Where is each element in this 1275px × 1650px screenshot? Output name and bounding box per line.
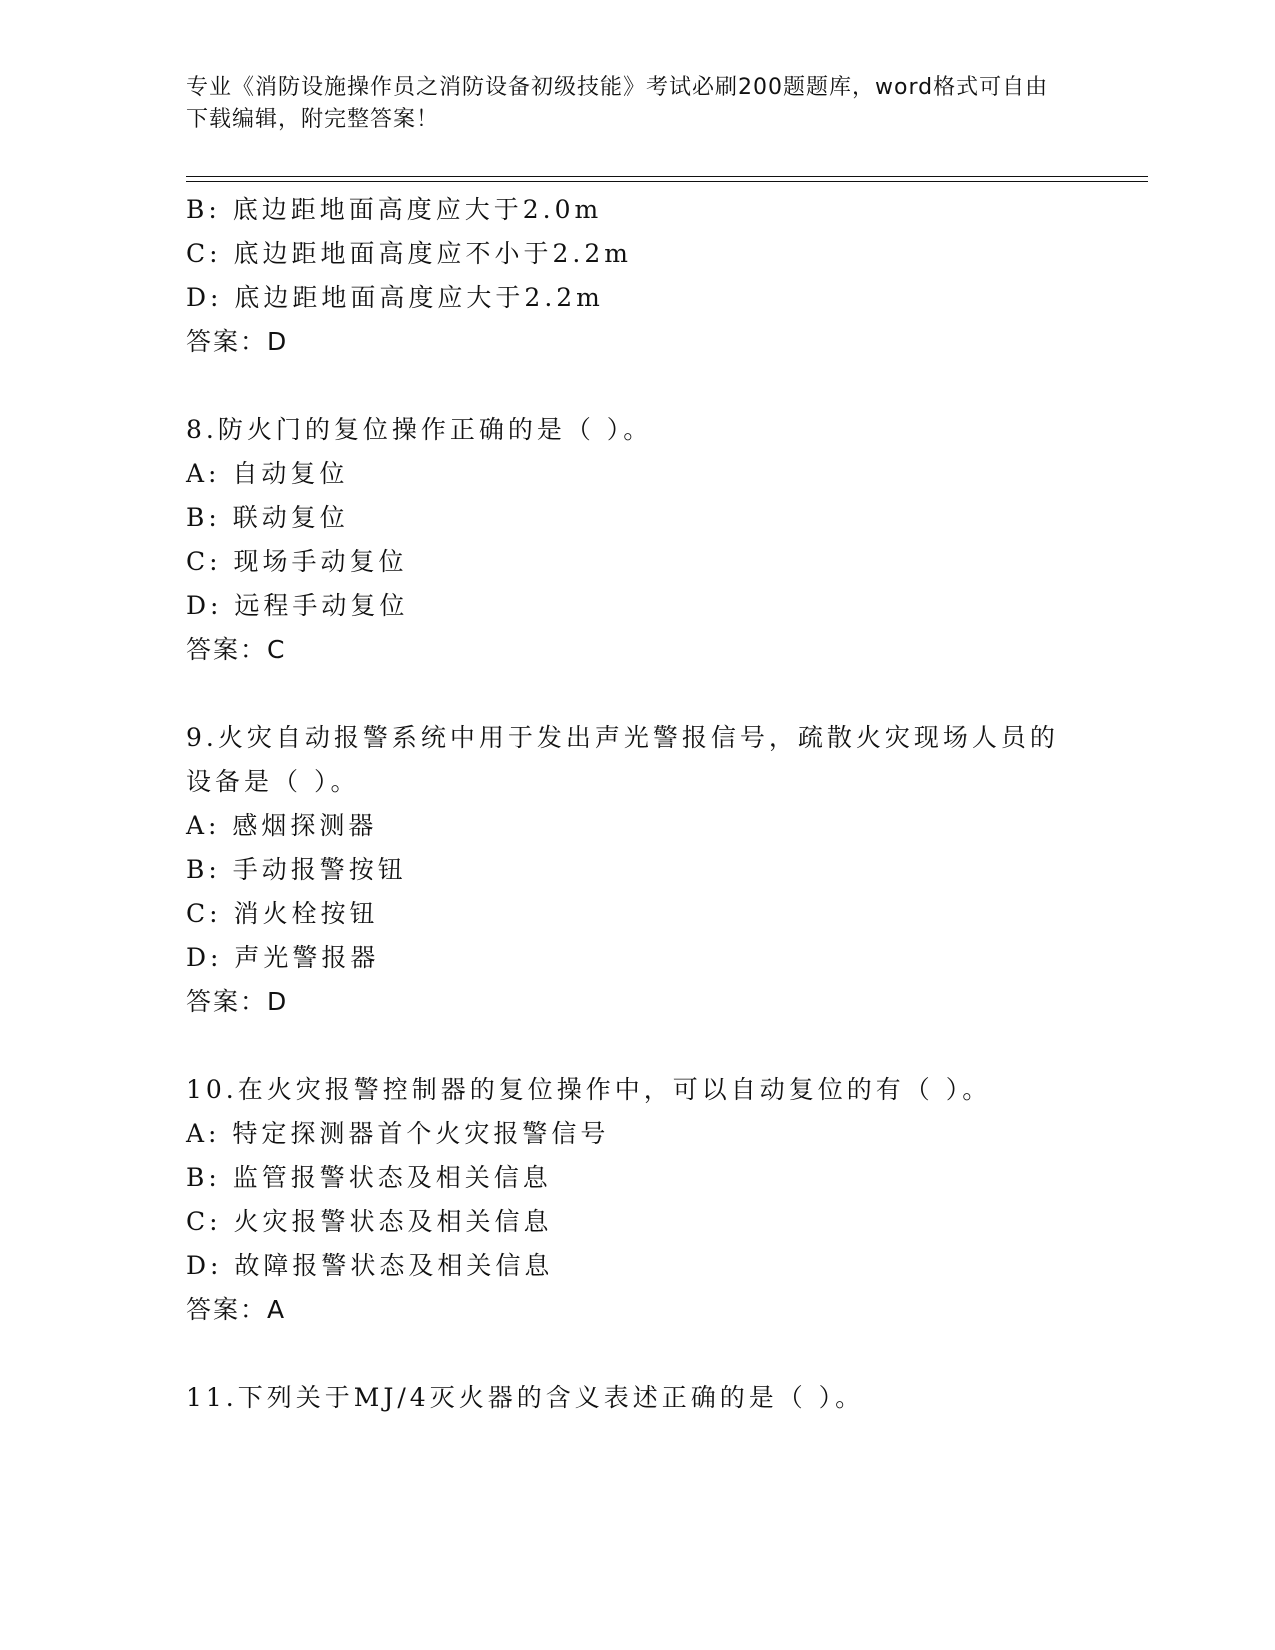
q8-option-b: B: 联动复位 <box>186 503 349 532</box>
q9-option-c: C: 消火栓按钮 <box>186 899 379 928</box>
q10-option-a: A: 特定探测器首个火灾报警信号 <box>186 1119 610 1148</box>
document-header: 专业《消防设施操作员之消防设备初级技能》考试必刷200题题库，word格式可自由下载编辑，附完整答案！ <box>186 75 1049 132</box>
q10-option-d: D: 故障报警状态及相关信息 <box>186 1251 554 1280</box>
q9-answer: 答案：D <box>186 987 289 1016</box>
header-divider-top <box>186 176 1148 177</box>
q7-option-d: D: 底边距地面高度应大于2.2m <box>186 283 604 312</box>
q9-stem-line-1: 9.火灾自动报警系统中用于发出声光警报信号，疏散火灾现场人员的 <box>186 723 1059 752</box>
q7-option-b: B: 底边距地面高度应大于2.0m <box>186 195 603 224</box>
q8-option-a: A: 自动复位 <box>186 459 349 488</box>
q10-stem: 10.在火灾报警控制器的复位操作中，可以自动复位的有（ ）。 <box>186 1075 992 1104</box>
q11-stem: 11.下列关于MJ/4灭火器的含义表述正确的是（ ）。 <box>186 1383 865 1412</box>
q9-option-a: A: 感烟探测器 <box>186 811 378 840</box>
q7-option-c: C: 底边距地面高度应不小于2.2m <box>186 239 632 268</box>
q10-answer: 答案：A <box>186 1295 287 1324</box>
q8-option-c: C: 现场手动复位 <box>186 547 408 576</box>
q8-answer: 答案：C <box>186 635 287 664</box>
q9-option-b: B: 手动报警按钮 <box>186 855 407 884</box>
q7-answer: 答案：D <box>186 327 289 356</box>
q8-option-d: D: 远程手动复位 <box>186 591 409 620</box>
q9-option-d: D: 声光警报器 <box>186 943 380 972</box>
q8-stem: 8.防火门的复位操作正确的是（ ）。 <box>186 415 653 444</box>
q10-option-b: B: 监管报警状态及相关信息 <box>186 1163 552 1192</box>
q10-option-c: C: 火灾报警状态及相关信息 <box>186 1207 553 1236</box>
header-divider-bottom <box>186 181 1148 182</box>
q9-stem-line-2: 设备是（ ）。 <box>186 767 360 796</box>
